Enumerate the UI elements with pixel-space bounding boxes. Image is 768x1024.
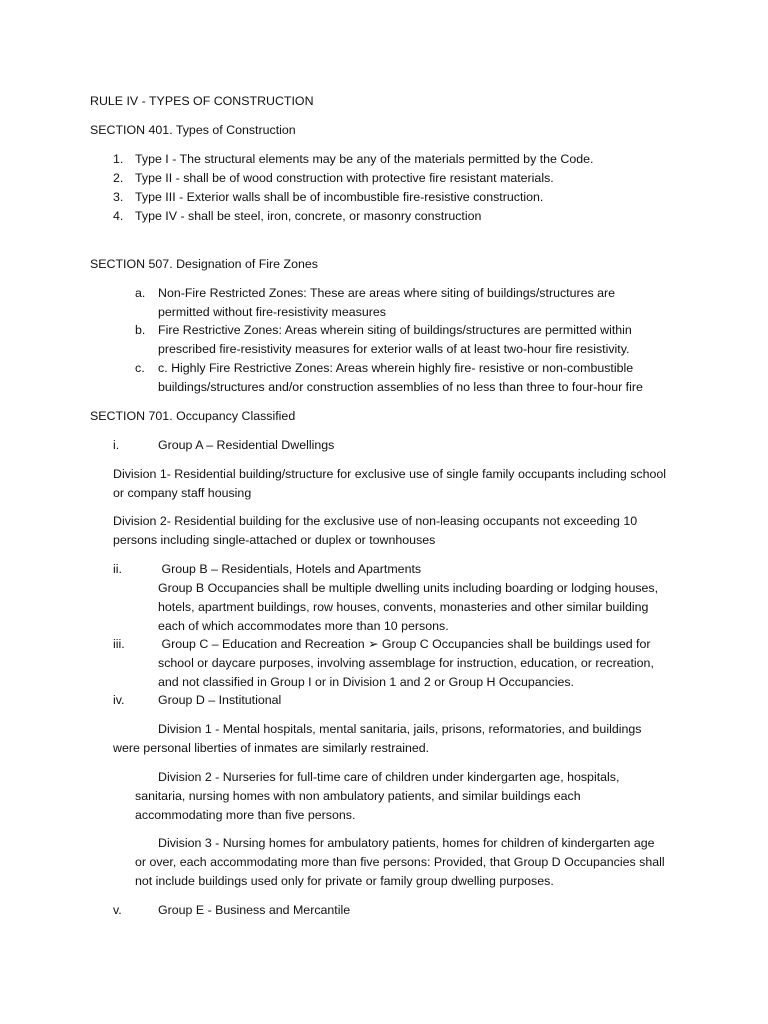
- group-b-text: hotels, apartment buildings, row houses, convents, monasteries and other similar building: [158, 600, 649, 614]
- list-item: Type IV - shall be steel, iron, concrete, or masonry construction: [135, 209, 482, 223]
- group-d-division-3-continuation: or over, each accommodating more than five persons: Provided, that Group D Occupancies shall: [135, 855, 665, 869]
- group-b-title: Group B – Residentials, Hotels and Apartments: [158, 562, 422, 576]
- group-c-text: and not classified in Group I or in Division 1 and 2 or Group H Occupancies.: [158, 675, 574, 689]
- group-b-text: Group B Occupancies shall be multiple dwelling units including boarding or lodging houses,: [158, 581, 659, 595]
- list-item: Type III - Exterior walls shall be of incombustible fire-resistive construction.: [135, 190, 544, 204]
- list-marker: b.: [135, 323, 146, 337]
- list-marker: i.: [113, 438, 120, 452]
- group-d-division-2-continuation: sanitaria, nursing homes with non ambulatory patients, and similar buildings each: [135, 789, 581, 803]
- list-marker: 1.: [113, 152, 124, 166]
- list-item: Type II - shall be of wood construction with protective fire resistant materials.: [135, 171, 554, 185]
- list-marker: iv.: [113, 693, 125, 707]
- list-item: Fire Restrictive Zones: Areas wherein siting of buildings/structures are permitted within: [158, 323, 632, 337]
- group-d-division-3-continuation: not include buildings used only for private or family group dwelling purposes.: [135, 874, 554, 888]
- section-507-title: SECTION 507. Designation of Fire Zones: [90, 257, 318, 271]
- list-marker: iii.: [113, 637, 125, 651]
- section-401-title: SECTION 401. Types of Construction: [90, 123, 296, 137]
- list-item: Type I - The structural elements may be any of the materials permitted by the Code.: [135, 152, 594, 166]
- list-marker: a.: [135, 286, 146, 300]
- list-marker: ii.: [113, 562, 122, 576]
- group-c-text: school or daycare purposes, involving assemblage for instruction, education, or recreation,: [158, 656, 654, 670]
- list-marker: 2.: [113, 171, 124, 185]
- list-marker: 3.: [113, 190, 124, 204]
- group-d-division-3: Division 3 - Nursing homes for ambulatory patients, homes for children of kindergarten age: [158, 836, 655, 850]
- list-item: Non-Fire Restricted Zones: These are areas where siting of buildings/structures are: [158, 286, 616, 300]
- list-marker: v.: [113, 903, 122, 917]
- group-d-division-1-continuation: were personal liberties of inmates are similarly restrained.: [113, 741, 430, 755]
- list-item: c. Highly Fire Restrictive Zones: Areas wherein highly fire- resistive or non-combustible: [158, 361, 634, 375]
- group-d-division-2: Division 2 - Nurseries for full-time care of children under kindergarten age, hospitals,: [158, 770, 620, 784]
- group-b-text: each of which accommodates more than 10 persons.: [158, 619, 449, 633]
- group-a-division-2: Division 2- Residential building for the exclusive use of non-leasing occupants not exceeding 10: [113, 514, 638, 528]
- group-a-division-1: Division 1- Residential building/structure for exclusive use of single family occupants including school: [113, 467, 667, 481]
- group-a-division-2-continuation: persons including single-attached or duplex or townhouses: [113, 533, 436, 547]
- group-a-title: Group A – Residential Dwellings: [158, 438, 335, 452]
- list-item-continuation: prescribed fire-resistivity measures for exterior walls of at least two-hour fire resistivity.: [158, 342, 630, 356]
- group-d-title: Group D – Institutional: [158, 693, 282, 707]
- group-d-division-1: Division 1 - Mental hospitals, mental sanitaria, jails, prisons, reformatories, and buildings: [158, 722, 642, 736]
- list-marker: c.: [135, 361, 145, 375]
- list-marker: 4.: [113, 209, 124, 223]
- group-c-title: Group C – Education and Recreation ➢ Group C Occupancies shall be buildings used for: [158, 637, 651, 651]
- list-item-continuation: permitted without fire-resistivity measures: [158, 305, 386, 319]
- section-701-title: SECTION 701. Occupancy Classified: [90, 409, 296, 423]
- group-d-division-2-continuation: accommodating more than five persons.: [135, 808, 356, 822]
- list-item-continuation: buildings/structures and/or construction assemblies of no less than three to four-hour fire: [158, 380, 643, 394]
- group-e-title: Group E - Business and Mercantile: [158, 903, 351, 917]
- group-a-division-1-continuation: or company staff housing: [113, 486, 252, 500]
- page-heading: RULE IV - TYPES OF CONSTRUCTION: [90, 94, 314, 108]
